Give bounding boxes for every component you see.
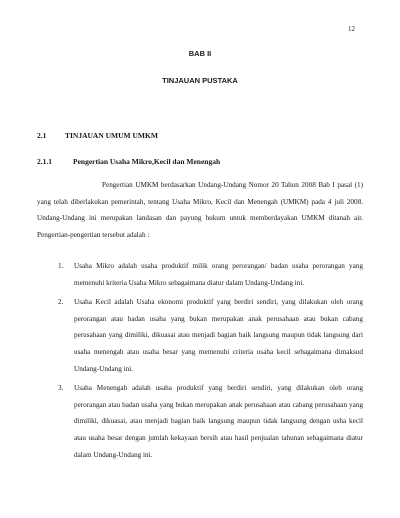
- section-title: TINJAUAN UMUM UMKM: [65, 131, 158, 140]
- subsection-title: Pengertian Usaha Mikro,Kecil dan Menengah: [73, 157, 221, 166]
- chapter-title: TINJAUAN PUSTAKA: [162, 76, 238, 85]
- body-text: [37, 177, 363, 243]
- list-item-marker: 2.: [58, 298, 64, 307]
- list-item-text: Usaha Mikro adalah usaha produktif milik orang perorangan/ badan usaha perorangan yang memenuhi kriteria Usaha Mikro sebagaimana diatur dalam Undang-Undang ini.: [74, 262, 363, 287]
- list-item: [58, 380, 363, 463]
- list-item-text: Usaha Kecil adalah Usaha ekonomi produktif yang berdiri sendiri, yang dilakukan oleh orang perorangan atau badan usaha yang bukan merupakan anak perusahaan atau bukan cabang perusahaan yang dimiliki, dikuasai atau menjadi bagian baik langsung maupun tidak langsung dari usaha menengah atau usaha besar yang memenuhi criteria usaha kecil sebagaimana dimaksud Undang-Undang ini.: [74, 298, 363, 373]
- subsection-heading: [37, 157, 220, 166]
- section-number: 2.1: [37, 131, 47, 140]
- list-item: [58, 294, 363, 377]
- definition-list: [58, 258, 363, 466]
- list-item: [58, 258, 363, 291]
- list-item-marker: 3.: [58, 384, 64, 393]
- intro-paragraph: Pengertian UMKM berdasarkan Undang-Undang Nomor 20 Tahun 2008 Bab I pasal (1) yang telah diberlakukan pemerintah, tentang Usaha Mikro, Kecil dan Menengah (UMKM) pada 4 juli 2008. Undang-Undang ini merupakan landasan dan payung hukum untuk memberdayakan UMKM ditanah air. Pengertian-pengertian tersebut adalah :: [37, 181, 363, 239]
- list-item-marker: 1.: [58, 262, 64, 270]
- subsection-number: 2.1.1: [37, 157, 52, 166]
- section-heading: [37, 131, 158, 140]
- chapter-label: BAB II: [188, 49, 212, 58]
- list-item-text: Usaha Menengah adalah usaha produktif yang berdiri sendiri, yang dilakukan oleh orang perorangan atau badan usaha yang bukan merupakan anak perusahaan atau cabang perusahaan yang dimiliki, dikuasai, atau menjadi bagian baik langsung maupun tidak langsung dengan usha kecil atau usaha besar dengan jumlah kekayaan bersih atau hasil penjualan tahunan sebagaimana diatur dalam Undang-Undang ini.: [74, 384, 363, 459]
- page-number: 12: [348, 25, 355, 33]
